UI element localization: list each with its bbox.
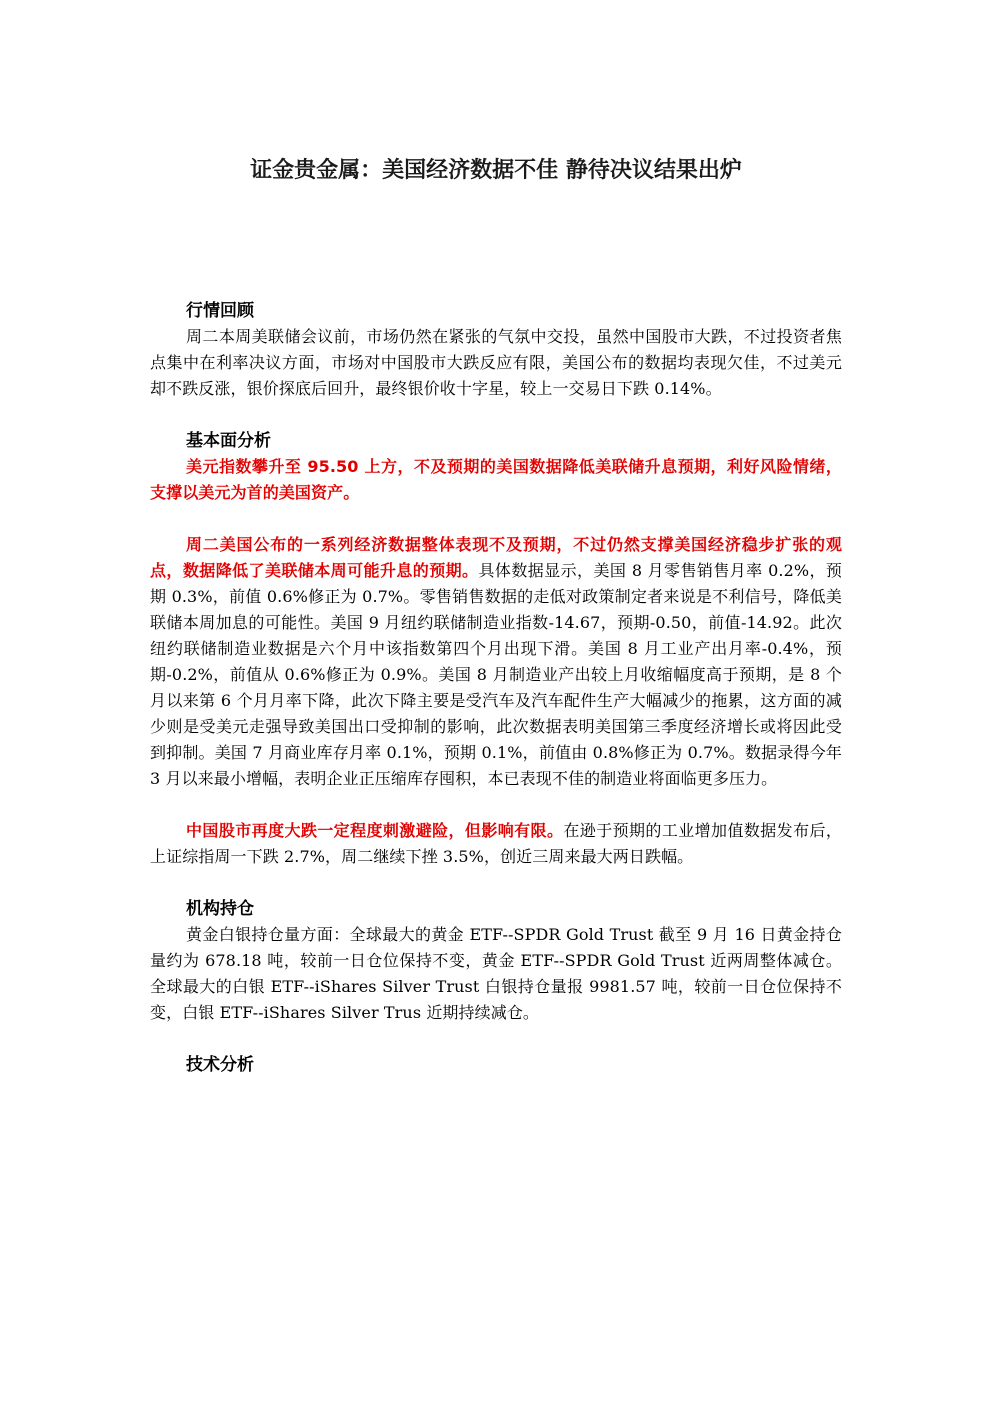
document-title: 证金贵金属：美国经济数据不佳 静待决议结果出炉 xyxy=(250,158,742,183)
fundamentals-paragraph-3 xyxy=(150,818,842,870)
section-heading-market-review: 行情回顾 xyxy=(186,301,254,321)
fundamentals-paragraph-2 xyxy=(150,532,842,792)
highlight-text: 美元指数攀升至 95.50 上方，不及预期的美国数据降低美联储升息预期，利好风险情绪，支撑以美元为首的美国资产。 xyxy=(150,457,842,502)
section-heading-holdings: 机构持仓 xyxy=(186,899,254,919)
section-fundamentals xyxy=(150,428,842,870)
body-text: 具体数据显示，美国 8 月零售销售月率 0.2%，预期 0.3%，前值 0.6%修正为 0.7%。零售销售数据的走低对政策制定者来说是不利信号，降低美联储本周加息的可能性。美国 9 月纽约联储制造业指数-14.67，预期-0.50，前值-14.92。此次纽约联储制造业数据是六个月中该指数第四个月出现下滑。美国 8 月工业产出月率-0.4%，预期-0.2%，前值从 0.6%修正为 0.9%。美国 8 月制造业产出较上月收缩幅度高于预期，是 8 个月以来第 6 个月月率下降，此次下降主要是受汽车及汽车配件生产大幅减少的拖累，这方面的减少则是受美元走强导致美国出口受抑制的影响，此次数据表明美国第三季度经济增长或将因此受到抑制。美国 7 月商业库存月率 0.1%，预期 0.1%，前值由 0.8%修正为 0.7%。数据录得今年 3 月以来最小增幅，表明企业正压缩库存囤积，本已表现不佳的制造业将面临更多压力。 xyxy=(150,561,842,788)
section-heading-fundamentals: 基本面分析 xyxy=(186,431,271,451)
fundamentals-paragraph-1 xyxy=(150,454,842,506)
document-body xyxy=(150,298,842,1078)
spacer xyxy=(150,792,842,818)
holdings-paragraph: 黄金白银持仓量方面：全球最大的黄金 ETF--SPDR Gold Trust 截至 9 月 16 日黄金持仓量约为 678.18 吨，较前一日仓位保持不变，黄金 ETF--SPDR Gold Trust 近两周整体减仓。全球最大的白银 ETF--iShares Silver Trust 白银持仓量报 9981.57 吨，较前一日仓位保持不变，白银 ETF--iShares Silver Trus 近期持续减仓。 xyxy=(150,925,842,1022)
highlight-text: 周二美国公布的一系列经济数据整体表现不及预期，不过仍然支撑美国经济稳步扩张的观点，数据降低了美联储本周可能升息的预期。 xyxy=(150,535,842,580)
body-text: 在逊于预期的工业增加值数据发布后，上证综指周一下跌 2.7%，周二继续下挫 3.5%，创近三周来最大两日跌幅。 xyxy=(150,821,842,866)
highlight-text: 中国股市再度大跌一定程度刺激避险，但影响有限。 xyxy=(186,821,564,840)
section-market-review xyxy=(150,298,842,402)
section-holdings xyxy=(150,896,842,1026)
section-heading-technical: 技术分析 xyxy=(186,1055,254,1075)
spacer xyxy=(150,870,842,896)
spacer xyxy=(150,506,842,532)
spacer xyxy=(150,402,842,428)
spacer xyxy=(150,1026,842,1052)
section-technical xyxy=(150,1052,842,1078)
market-review-paragraph: 周二本周美联储会议前，市场仍然在紧张的气氛中交投，虽然中国股市大跌，不过投资者焦点集中在利率决议方面，市场对中国股市大跌反应有限，美国公布的数据均表现欠佳，不过美元却不跌反涨，银价探底后回升，最终银价收十字星，较上一交易日下跌 0.14%。 xyxy=(150,327,842,398)
